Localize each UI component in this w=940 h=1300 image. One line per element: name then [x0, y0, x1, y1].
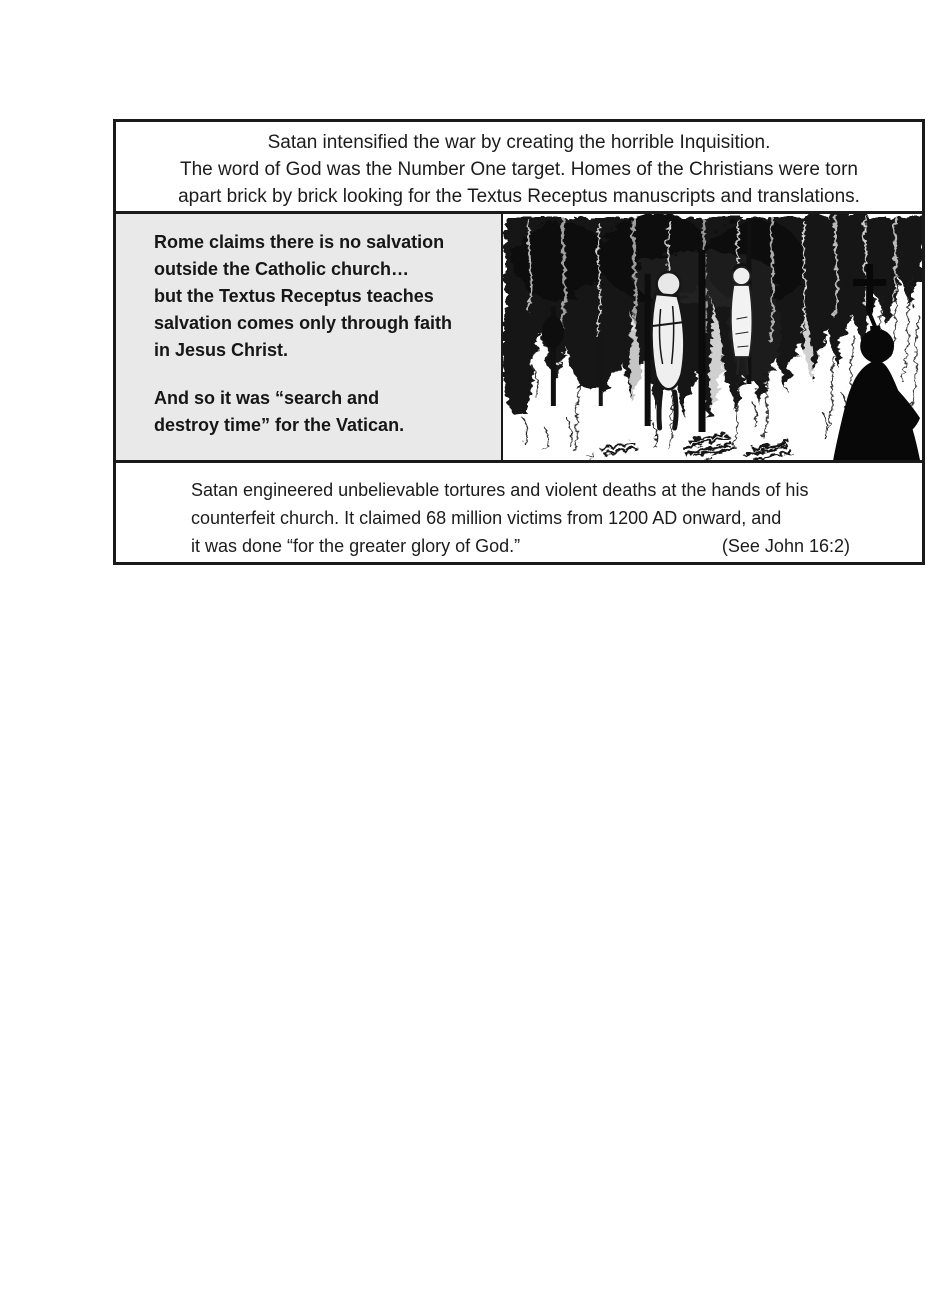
speech-line: Rome claims there is no salvation [154, 232, 445, 252]
monk-head [860, 329, 894, 363]
illustration-panel [503, 214, 922, 460]
narration-line: The word of God was the Number One target. Homes of the Christians were torn [180, 159, 858, 180]
panel-frame [113, 119, 925, 565]
narration-line: Satan intensified the war by creating the horrible Inquisition. [267, 132, 771, 153]
stake [599, 332, 603, 406]
narration-top-panel [116, 122, 922, 214]
stake [645, 274, 651, 426]
speech-panel [116, 214, 503, 460]
speech-line: but the Textus Receptus teaches [154, 286, 434, 306]
narration-line: Satan engineered unbelievable tortures and violent deaths at the hands of his [191, 480, 809, 500]
inquisition-burning-illustration [503, 214, 922, 460]
speech-paragraph [154, 229, 501, 364]
narration-bottom-panel [116, 463, 922, 560]
scripture-reference: (See John 16:2) [721, 536, 850, 556]
narration-line: counterfeit church. It claimed 68 million victims from 1200 AD onward, and [191, 508, 782, 528]
speech-line: destroy time” for the Vatican. [154, 415, 405, 435]
narration-line: apart brick by brick looking for the Textus Receptus manuscripts and translations. [178, 186, 860, 207]
speech-line: in Jesus Christ. [154, 340, 289, 360]
narration-line-text: it was done “for the greater glory of God.” [191, 536, 521, 556]
victim-figure [542, 316, 564, 348]
speech-paragraph [154, 385, 501, 439]
speech-line: And so it was “search and [154, 388, 380, 408]
stake [699, 250, 706, 432]
narration-line [191, 532, 850, 560]
speech-line: outside the Catholic church… [154, 259, 410, 279]
middle-row [116, 214, 922, 463]
speech-line: salvation comes only through faith [154, 313, 453, 333]
